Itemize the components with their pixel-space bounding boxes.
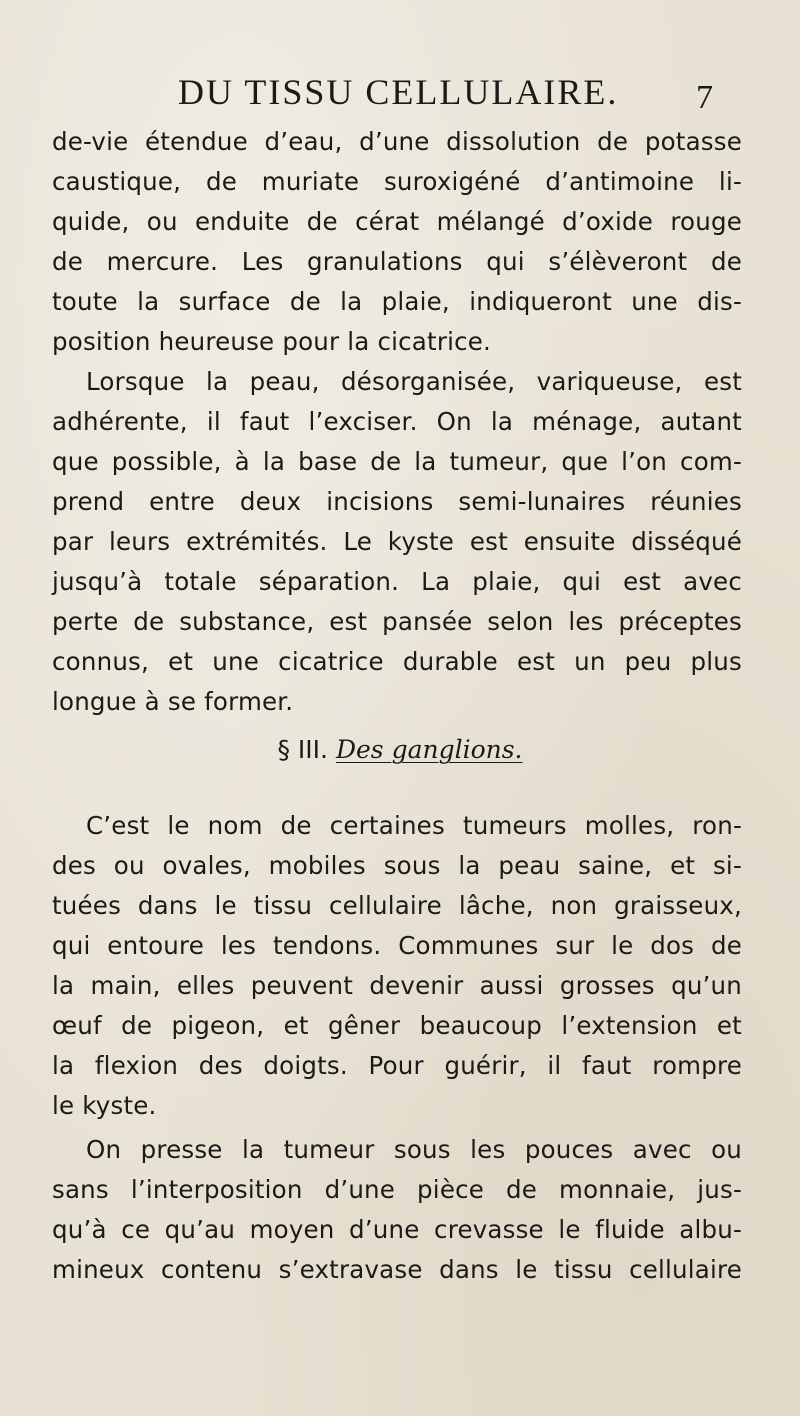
text-line: de-vie étendue d’eau, d’une dissolution de potasse <box>52 127 742 156</box>
section-heading <box>0 732 800 768</box>
text-line: que possible, à la base de la tumeur, que l’on com- <box>52 447 742 476</box>
text-line: qu’à ce qu’au moyen d’une crevasse le fluide albu- <box>52 1215 742 1244</box>
text-line: tuées dans le tissu cellulaire lâche, non graisseux, <box>52 891 742 920</box>
text-line: caustique, de muriate suroxigéné d’antimoine li- <box>52 167 742 196</box>
text-line: mineux contenu s’extravase dans le tissu cellulaire <box>52 1255 742 1284</box>
text-line: perte de substance, est pansée selon les préceptes <box>52 607 742 636</box>
text-line: jusqu’à totale séparation. La plaie, qui est avec <box>52 567 742 596</box>
text-line: de mercure. Les granulations qui s’élèveront de <box>52 247 742 276</box>
text-line: la main, elles peuvent devenir aussi grosses qu’un <box>52 971 742 1000</box>
running-title: DU TISSU CELLULAIRE. <box>178 72 619 112</box>
section-marker: § III. <box>277 735 328 764</box>
text-line: connus, et une cicatrice durable est un peu plus <box>52 647 742 676</box>
text-line: œuf de pigeon, et gêner beaucoup l’extension et <box>52 1011 742 1040</box>
text-line: adhérente, il faut l’exciser. On la ménage, autant <box>52 407 742 436</box>
text-line: le kyste. <box>52 1091 157 1120</box>
text-line: longue à se former. <box>52 687 294 716</box>
text-line: C’est le nom de certaines tumeurs molles, ron- <box>86 811 742 840</box>
text-line: des ou ovales, mobiles sous la peau saine, et si- <box>52 851 742 880</box>
text-line: la flexion des doigts. Pour guérir, il faut rompre <box>52 1051 742 1080</box>
text-line: toute la surface de la plaie, indiqueront une dis- <box>52 287 742 316</box>
text-line: sans l’interposition d’une pièce de monnaie, jus- <box>52 1175 742 1204</box>
text-line: position heureuse pour la cicatrice. <box>52 327 492 356</box>
text-line: par leurs extrémités. Le kyste est ensuite disséqué <box>52 527 742 556</box>
text-line: prend entre deux incisions semi-lunaires réunies <box>52 487 742 516</box>
page-number: 7 <box>696 79 713 116</box>
text-line: qui entoure les tendons. Communes sur le dos de <box>52 931 742 960</box>
text-line: On presse la tumeur sous les pouces avec ou <box>86 1135 742 1164</box>
section-title: Des ganglions. <box>335 735 523 764</box>
page-header <box>0 72 800 116</box>
text-line: Lorsque la peau, désorganisée, variqueuse, est <box>86 367 742 396</box>
text-line: quide, ou enduite de cérat mélangé d’oxide rouge <box>52 207 742 236</box>
